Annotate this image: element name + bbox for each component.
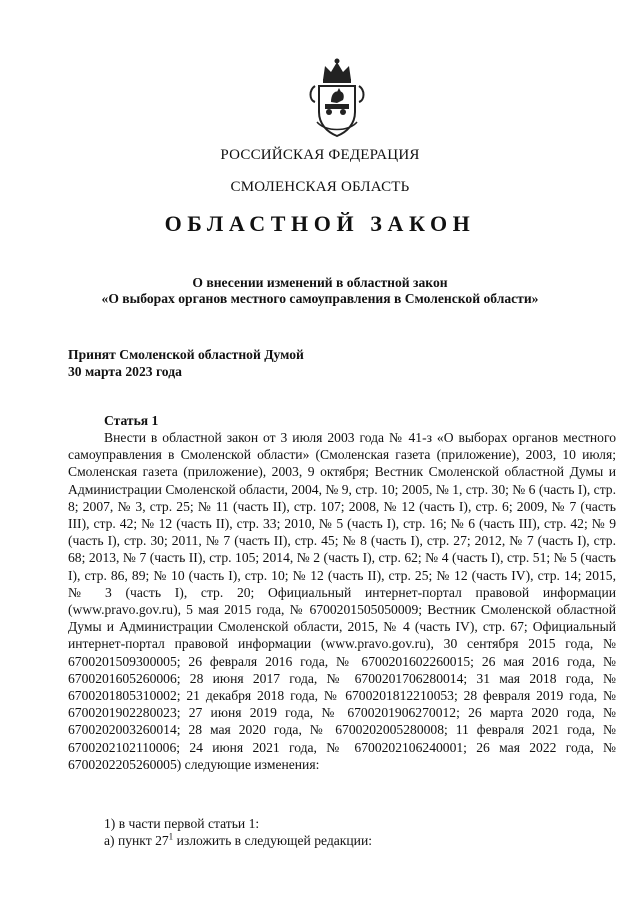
item2-superscript: 1	[168, 831, 174, 842]
document-type-heading: ОБЛАСТНОЙ ЗАКОН	[164, 211, 476, 236]
item2-prefix: а) пункт 27	[104, 833, 169, 848]
article-paragraph: Внести в областной закон от 3 июля 2003 года № 41-з «О выборах органов местного самоуправления в Смоленской области» (Смоленская газета (приложение), 2003, 10 июля; Смоленская газета (приложение), 2003, 9 октября; Вестник Смоленской областной Думы и Администрации Смоленской области, 2004, № 9, стр. 10; 2005, № 1, стр. 30; № 6 (часть I), стр. 8; 2007, № 3, стр. 25; № 11 (часть II), стр. 107; 2008, № 12 (часть I), стр. 6; 2009, № 7 (часть III), стр. 42; № 12 (часть II), стр. 33; 2010, № 5 (часть I), стр. 16; № 6 (часть III), стр. 42; № 9 (часть I), стр. 30; 2011, № 7 (часть II), стр. 45; № 8 (часть I), стр. 27; 2012, № 7 (часть I), стр. 68; 2013, № 7 (часть II), стр. 105; 2014, № 2 (часть I), стр. 62; № 4 (часть I), стр. 51; № 5 (часть I), стр. 86, 89; № 10 (часть I), стр. 10; № 12 (часть II), стр. 25; № 12 (часть IV), стр. 14; 2015, № 3 (часть I), стр. 20; Официальный интернет-портал правовой информации (www.pravo.gov.ru), 5 мая 2015 года, № 6700201505050009; Вестник Смоленской областной Думы и Администрации Смоленской области, 2015, № 4 (часть IV), стр. 67; Официальный интернет-портал правовой информации (www.pravo.gov.ru), 30 сентября 2015 года, № 6700201509300005; 26 февраля 2016 года, № 6700201602260015; 26 мая 2016 года, № 6700201605260006; 28 июня 2017 года, № 6700201706280014; 31 мая 2018 года, № 6700201805310002; 21 декабря 2018 года, № 6700201812210053; 28 февраля 2019 года, № 6700201902280023; 27 июня 2019 года, № 6700201906270012; 26 марта 2020 года, № 6700202003260014; 28 мая 2020 года, № 6700202005280008; 11 февраля 2021 года, № 6700202102110006; 24 июня 2021 года, № 6700202106240001; 26 мая 2022 года, № 6700202205260005) следующие изменения:	[68, 430, 617, 772]
adoption-date: 30 марта 2023 года	[68, 364, 182, 379]
law-title-line-2: «О выборах органов местного самоуправления в Смоленской области»	[101, 291, 539, 306]
federation-heading: РОССИЙСКАЯ ФЕДЕРАЦИЯ	[220, 147, 420, 163]
amendment-item-1: 1) в части первой статьи 1:	[104, 816, 260, 831]
region-heading: СМОЛЕНСКАЯ ОБЛАСТЬ	[230, 179, 410, 195]
article-heading: Статья 1	[104, 413, 159, 428]
law-title-line-1: О внесении изменений в областной закон	[192, 275, 448, 290]
article-body	[68, 429, 616, 773]
coat-of-arms-emblem	[301, 56, 373, 140]
amendment-item-2	[104, 833, 372, 849]
item2-suffix: изложить в следующей редакции:	[173, 833, 373, 848]
adoption-line-1: Принят Смоленской областной Думой	[68, 347, 304, 362]
